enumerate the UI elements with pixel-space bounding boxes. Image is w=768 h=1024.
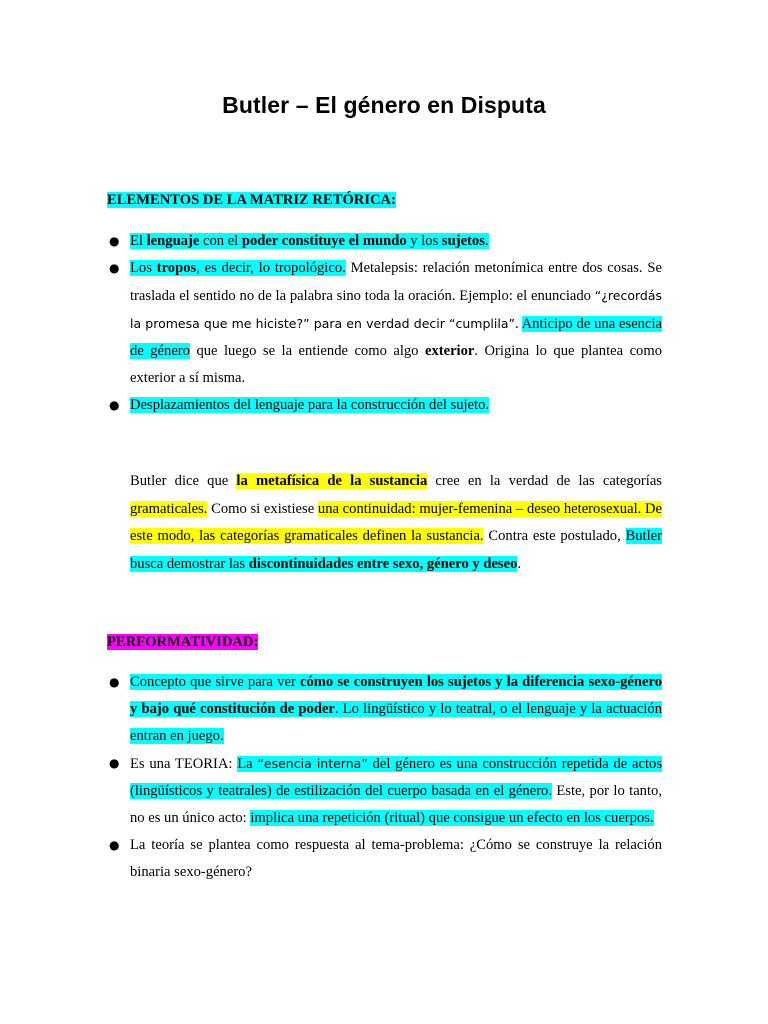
list-item: ● La teoría se plantea como respuesta al tema-problema: ¿Cómo se construye la relación binaria sexo-género? xyxy=(130,832,662,886)
bullet-icon: ● xyxy=(109,756,120,770)
highlight-cyan: Desplazamientos del lenguaje para la construcción del sujeto. xyxy=(130,397,490,413)
list-item xyxy=(109,228,662,255)
highlighted-heading: PERFORMATIVIDAD: xyxy=(107,634,259,650)
quoted-term: “esencia interna” xyxy=(257,756,368,771)
bullet-icon: ● xyxy=(109,675,120,689)
bullet-icon: ● xyxy=(109,261,120,275)
highlight-cyan: Lo lingüístico y lo teatral, o el lenguaje y la actuación entran en juego. xyxy=(130,701,662,744)
highlight-yellow: la metafísica de la sustancia xyxy=(236,473,428,489)
highlight-cyan: Concepto que sirve para ver cómo se construyen los sujetos y la diferencia sexo-género y bajo qué constitución de poder. xyxy=(130,674,662,717)
highlight-cyan: implica una repetición (ritual) que consigue un efecto en los cuerpos. xyxy=(250,810,654,826)
list-item: ● Los tropos, es decir, lo tropológico. Metalepsis: relación metonímica entre dos cosas. Se traslada el sentido no de la palabra sino toda la oración. Ejemplo: el enunciado “¿recordás la promesa que me hiciste?” para en verdad decir “cumplila”. Anticipo de una esencia de género que luego se la entiende como algo exterior. Origina lo que plantea como exterior a sí misma. xyxy=(130,255,662,392)
body-paragraph: Butler dice que la metafísica de la sustancia cree en la verdad de las categorías gramaticales. Como si existiese una continuidad: mujer-femenina – deseo heterosexual. De este modo, las categorías gramaticales definen la sustancia. Contra este postulado, Butler busca demostrar las discontinuidades entre sexo, género y deseo. xyxy=(130,473,663,572)
highlight-cyan: El lenguaje con el poder constituye el mundo y los sujetos. xyxy=(130,233,489,249)
highlight-cyan: La “esencia interna” del género es una construcción repetida de actos (lingüísticos y teatrales) de estilización del cuerpo basada en el género. xyxy=(130,756,662,799)
highlight-cyan: Los tropos, es decir, lo tropológico. xyxy=(130,260,346,276)
performatividad-list xyxy=(109,669,662,886)
bullet-icon: ● xyxy=(109,398,120,412)
matriz-list xyxy=(109,228,662,419)
bullet-icon: ● xyxy=(109,234,120,248)
highlight-yellow: una continuidad: mujer-femenina – deseo heterosexual. De este modo, las categorías gramaticales definen la sustancia. xyxy=(130,500,662,544)
highlight-yellow-partial: cree en la verdad de las categorías gramaticales. xyxy=(130,473,662,517)
list-item xyxy=(109,392,662,419)
highlighted-heading: ELEMENTOS DE LA MATRIZ RETÓRICA: xyxy=(107,192,396,208)
section-heading-matriz xyxy=(107,190,396,210)
highlight-cyan: Anticipo de una esencia de género xyxy=(130,316,662,359)
section-heading-performatividad xyxy=(107,632,258,652)
highlight-cyan: Butler busca demostrar las discontinuidades entre sexo, género y deseo xyxy=(130,528,663,572)
list-item: ● Es una TEORIA: La “esencia interna” del género es una construcción repetida de actos (lingüísticos y teatrales) de estilización del cuerpo basada en el género. Este, por lo tanto, no es un único acto: implica una repetición (ritual) que consigue un efecto en los cuerpos. xyxy=(130,750,662,832)
bullet-icon: ● xyxy=(109,838,120,852)
list-item xyxy=(109,669,662,750)
quoted-example: “¿recordás la promesa que me hiciste?” para en verdad decir “cumplila” xyxy=(130,288,662,331)
document-title: Butler – El género en Disputa xyxy=(222,92,546,118)
